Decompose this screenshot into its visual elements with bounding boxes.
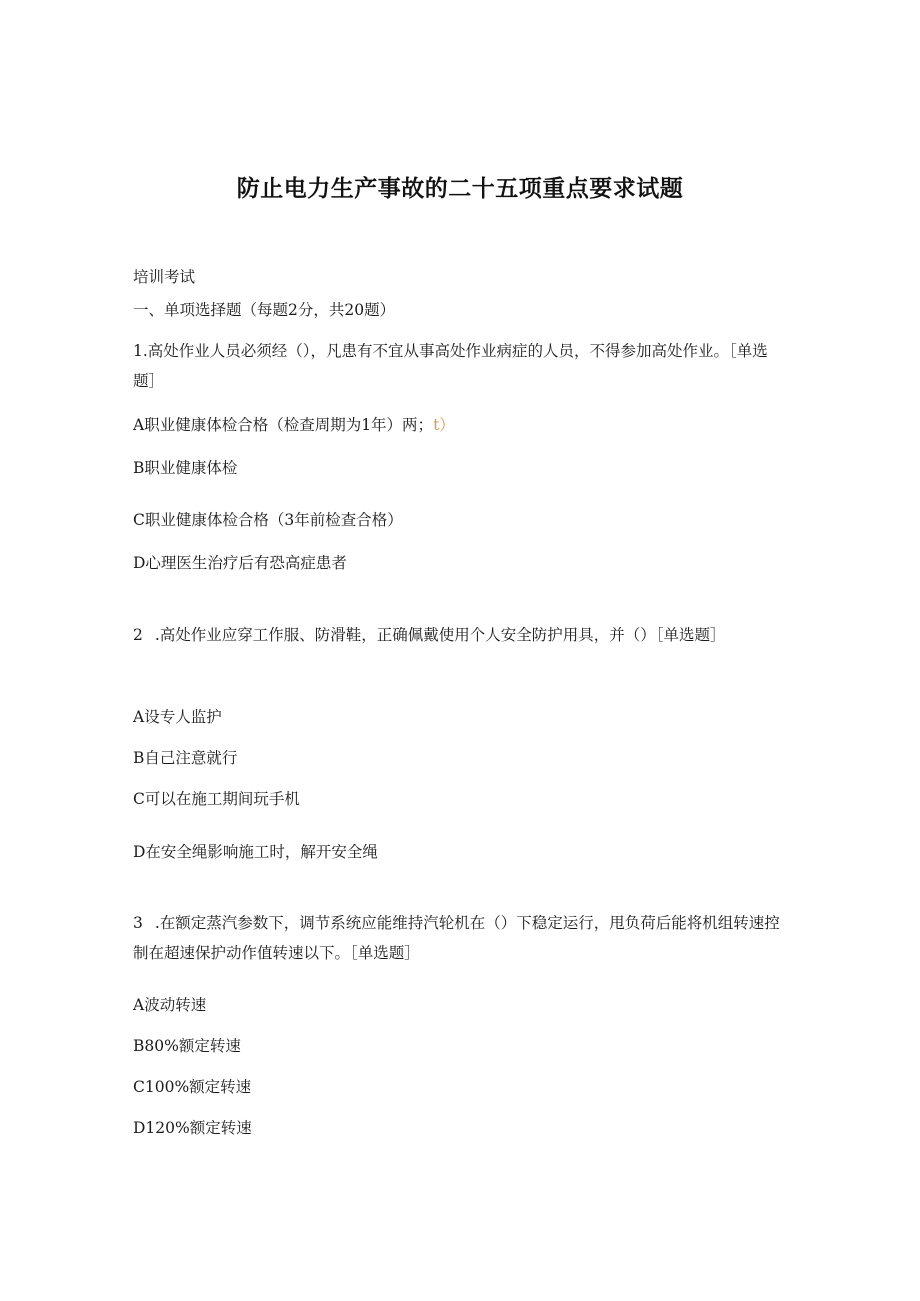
- question-1-stem: [133, 336, 783, 396]
- question-3-option-a[interactable]: A波动转速: [133, 996, 207, 1014]
- question-2-option-a[interactable]: A设专人监护: [133, 708, 222, 726]
- question-3-stem: [133, 908, 783, 968]
- question-2-option-d[interactable]: D在安全绳影响施工时，解开安全绳: [133, 843, 378, 861]
- question-2-stem: [133, 620, 783, 650]
- document-title: 防止电力生产事故的二十五项重点要求试题: [236, 176, 684, 202]
- question-1-option-d[interactable]: D心理医生治疗后有恐高症患者: [133, 554, 347, 572]
- document-subtitle: 培训考试: [133, 268, 196, 286]
- question-2-option-b[interactable]: B自己注意就行: [133, 749, 238, 767]
- question-2-text: .高处作业应穿工作服、防滑鞋，正确佩戴使用个人安全防护用具，并（）［单选题］: [154, 626, 726, 644]
- question-1-number: 1.: [133, 342, 148, 360]
- option-label: A职业健康体检合格（检查周期为1年）两；: [133, 416, 434, 434]
- handwritten-mark: t）: [433, 416, 455, 434]
- question-3-text: .在额定蒸汽参数下，调节系统应能维持汽轮机在（）下稳定运行，甩负荷后能将机组转速控制在超速保护动作值转速以下。［单选题］: [133, 914, 780, 962]
- question-3-option-b[interactable]: B80%额定转速: [133, 1037, 241, 1055]
- question-1-option-a[interactable]: [133, 415, 455, 435]
- section-heading: 一、单项选择题（每题2分，共20题）: [133, 301, 396, 319]
- question-2-option-c[interactable]: C可以在施工期间玩手机: [133, 790, 300, 808]
- question-3-number: 3: [133, 914, 143, 932]
- question-3-option-c[interactable]: C100%额定转速: [133, 1078, 252, 1096]
- question-1-option-c[interactable]: C职业健康体检合格（3年前检查合格）: [133, 511, 403, 529]
- question-1-option-b[interactable]: B职业健康体检: [133, 459, 238, 477]
- question-2-number: 2: [133, 626, 143, 644]
- question-3-option-d[interactable]: D120%额定转速: [133, 1119, 252, 1137]
- question-1-text: 高处作业人员必须经（），凡患有不宜从事高处作业病症的人员，不得参加高处作业。［单选题］: [133, 342, 768, 390]
